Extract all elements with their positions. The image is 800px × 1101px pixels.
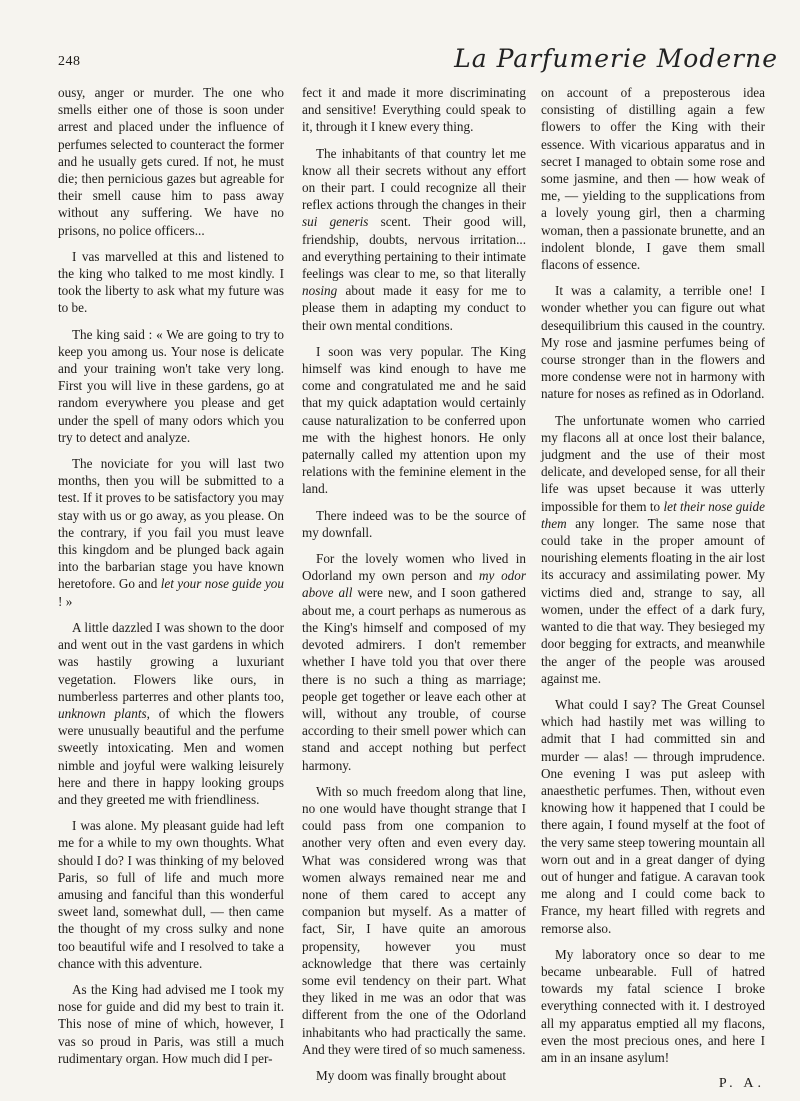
paragraph: ousy, anger or murder. The one who smells either one of those is soon under arrest and placed under the influence of perfumes selected to counteract the former and he usually gets cured. If not, he must die; then pernicious gazes but agreable for their smell cause him to pass away without any suffering. We have no prisons, no police officers...	[58, 85, 284, 238]
paragraph: My doom was finally brought about	[316, 1067, 507, 1083]
text-run: , of which the flowers were unusually beautiful and the perfume sweetly intoxicating. Men and women nimble and joyful were walking leisurely here and there in happy looking groups and they greeted me with friendliness.	[58, 705, 285, 807]
journal-title: La Parfumerie Moderne	[454, 44, 778, 73]
paragraph: What could I say? The Great Counsel which had hastily met was willing to admit that I had committed sin and murder — alas! — through imprudence. One evening I was put asleep with anaesthetic perfumes. Then, without even knowing how it happened that I could be there again, I found myself at the foot of the very same steep towering mountain all worn out and in a great danger of dying out of hunger and fatigue. A caravan took me along and I could come back to France, my heart filled with regrets and remorse also.	[541, 696, 765, 936]
paragraph: My laboratory once so dear to me became unbearable. Full of hatred towards my fatal science I broke everything connected with it. I destroyed all my apparatus emptied all my flacons, even the most precious ones, and here I am in an insane asylum!	[541, 946, 765, 1065]
text-run: The inhabitants of that country let me know all their secrets without any effort on their part. I could recognize all their reflex actions through the changes in their	[302, 145, 526, 213]
text-run: about made it easy for me to please them in adapting my conduct to their own mental conditions.	[302, 283, 526, 333]
page-number: 248	[58, 54, 81, 69]
paragraph: I soon was very popular. The King himself was kind enough to have me come and congratulated me and he said that my quick adaptation would certainly cause naturalization to be conferred upon me with the highest honors. He only paternally called my attention upon my relations with the feminine element in the land.	[302, 343, 526, 497]
paragraph: I vas marvelled at this and listened to the king who talked to me most kindly. I took the liberty to ask what my future was to be.	[58, 248, 284, 316]
paragraph: With so much freedom along that line, no one would have thought strange that I could pass from one companion to another very often and even every day. What was considered wrong was that women always remained near me and none of them cared to accept any companion but myself. As a matter of fact, Sir, I have quite an amorous propensity, however you must acknowledge that there was certainly some evil tendency on their part. What they liked in me was an odor that was different from the one of the Odorland inhabitants who had practically the same. And they were tired of so much sameness.	[302, 783, 526, 1057]
paragraph	[541, 412, 765, 687]
paragraph	[58, 619, 284, 808]
paragraph	[58, 455, 284, 610]
italic-text: nosing	[302, 283, 338, 299]
article-column-1	[58, 84, 284, 1076]
text-run: were new, and I soon gathered about me, a court perhaps as numerous as the King's himself and composed of my devoted admirers. I don't remember whether I have told you that over there there is no such a thing as marriage; people get together or leave each other at will, without any trouble, of course according to their smell power which can stand and accept nothing but perfect harmony.	[302, 585, 526, 773]
italic-text: let your nose guide you	[160, 576, 284, 592]
article-column-3	[541, 84, 765, 1101]
paragraph: I was alone. My pleasant guide had left me for a while to my own thoughts. What should I do? I was thinking of my beloved Paris, so full of life and much more amusing and fanciful than this wonderful sweet land, somewhat dull, — then came the thought of my cross sulky and none too beautiful wife and I resolved to take a chance with this adventure.	[58, 818, 284, 971]
paragraph: fect it and made it more discriminating and sensitive! Everything could speak to it, through it I knew every thing.	[302, 85, 526, 135]
paragraph: on account of a preposterous idea consisting of distilling again a few flowers to offer the King with their essence. With vicarious apparatus and in secret I managed to obtain some rose and some jasmine, and then — how weak of me, — yielding to the supplications from a lovely young girl, then a charming woman, then a passionate brunette, and an indolent blonde, I gave them small flacons of essence.	[541, 85, 765, 273]
author-signature: P. A.	[718, 1076, 765, 1092]
page-header	[58, 44, 778, 84]
paragraph: The king said : « We are going to try to keep you among us. Your nose is delicate and your training won't take very long. First you will live in these gardens, go at random everywhere you please and get under the spell of many odors which you try to detect and analyze.	[58, 326, 284, 445]
italic-text: let their nose guide them	[541, 498, 766, 531]
italic-text: my odor above all	[302, 568, 526, 601]
italic-text: unknown plants	[58, 705, 147, 721]
paragraph	[302, 550, 526, 774]
paragraph	[302, 145, 526, 334]
paragraph: It was a calamity, a terrible one! I wonder whether you can figure out what desequilibrium this caused in the country. My rose and jasmine perfumes being of course stronger than in the flowers and more condense were not in harmony with nature for noses as refined as in Odorland.	[541, 283, 765, 402]
text-run: any longer. The same nose that could take in the proper amount of nourishing elements floating in the air lost its accuracy and assimilating power. My victims died and, strange to say, all women, under the effect of a dark fury, wanted to die that way. They besieged my door begging for extracts, and meanwhile the anger of the people was aroused against me.	[541, 515, 765, 686]
article-column-2	[302, 84, 526, 1093]
text-run: ! »	[58, 593, 73, 609]
text-run: The unfortunate women who carried my flacons all at once lost their balance, judgment and the use of their most delicate, and developed sense, for all their life was upset because it was utterly impossible for them to	[541, 412, 765, 514]
paragraph: As the King had advised me I took my nose for guide and did my best to train it. This nose of mine of which, however, I vas so proud in Paris, was still a much rudimentary organ. How much did I per-	[58, 981, 284, 1066]
text-run: A little dazzled I was shown to the door and went out in the vast gardens in which was hastily growing a luxuriant vegetation. Flowers like ours, in numberless parterres and other plants too,	[58, 619, 284, 704]
text-run: scent. Their good will, friendship, doubts, nervous irritation... and everything pertaining to their intimate feelings was clear to me, so that literally	[302, 214, 526, 282]
text-run: For the lovely women who lived in Odorland my own person and	[302, 551, 526, 584]
text-run: The noviciate for you will last two months, then you will be submitted to a test. If it proves to be satisfactory you may stay with us or go away, as you please. On the contrary, if you fail you must leave this kingdom and be plunged back again into the barbarian stage you have known heretofore. Go and	[58, 456, 284, 592]
paragraph: There indeed was to be the source of my downfall.	[302, 507, 526, 540]
italic-text: sui generis	[302, 214, 369, 230]
